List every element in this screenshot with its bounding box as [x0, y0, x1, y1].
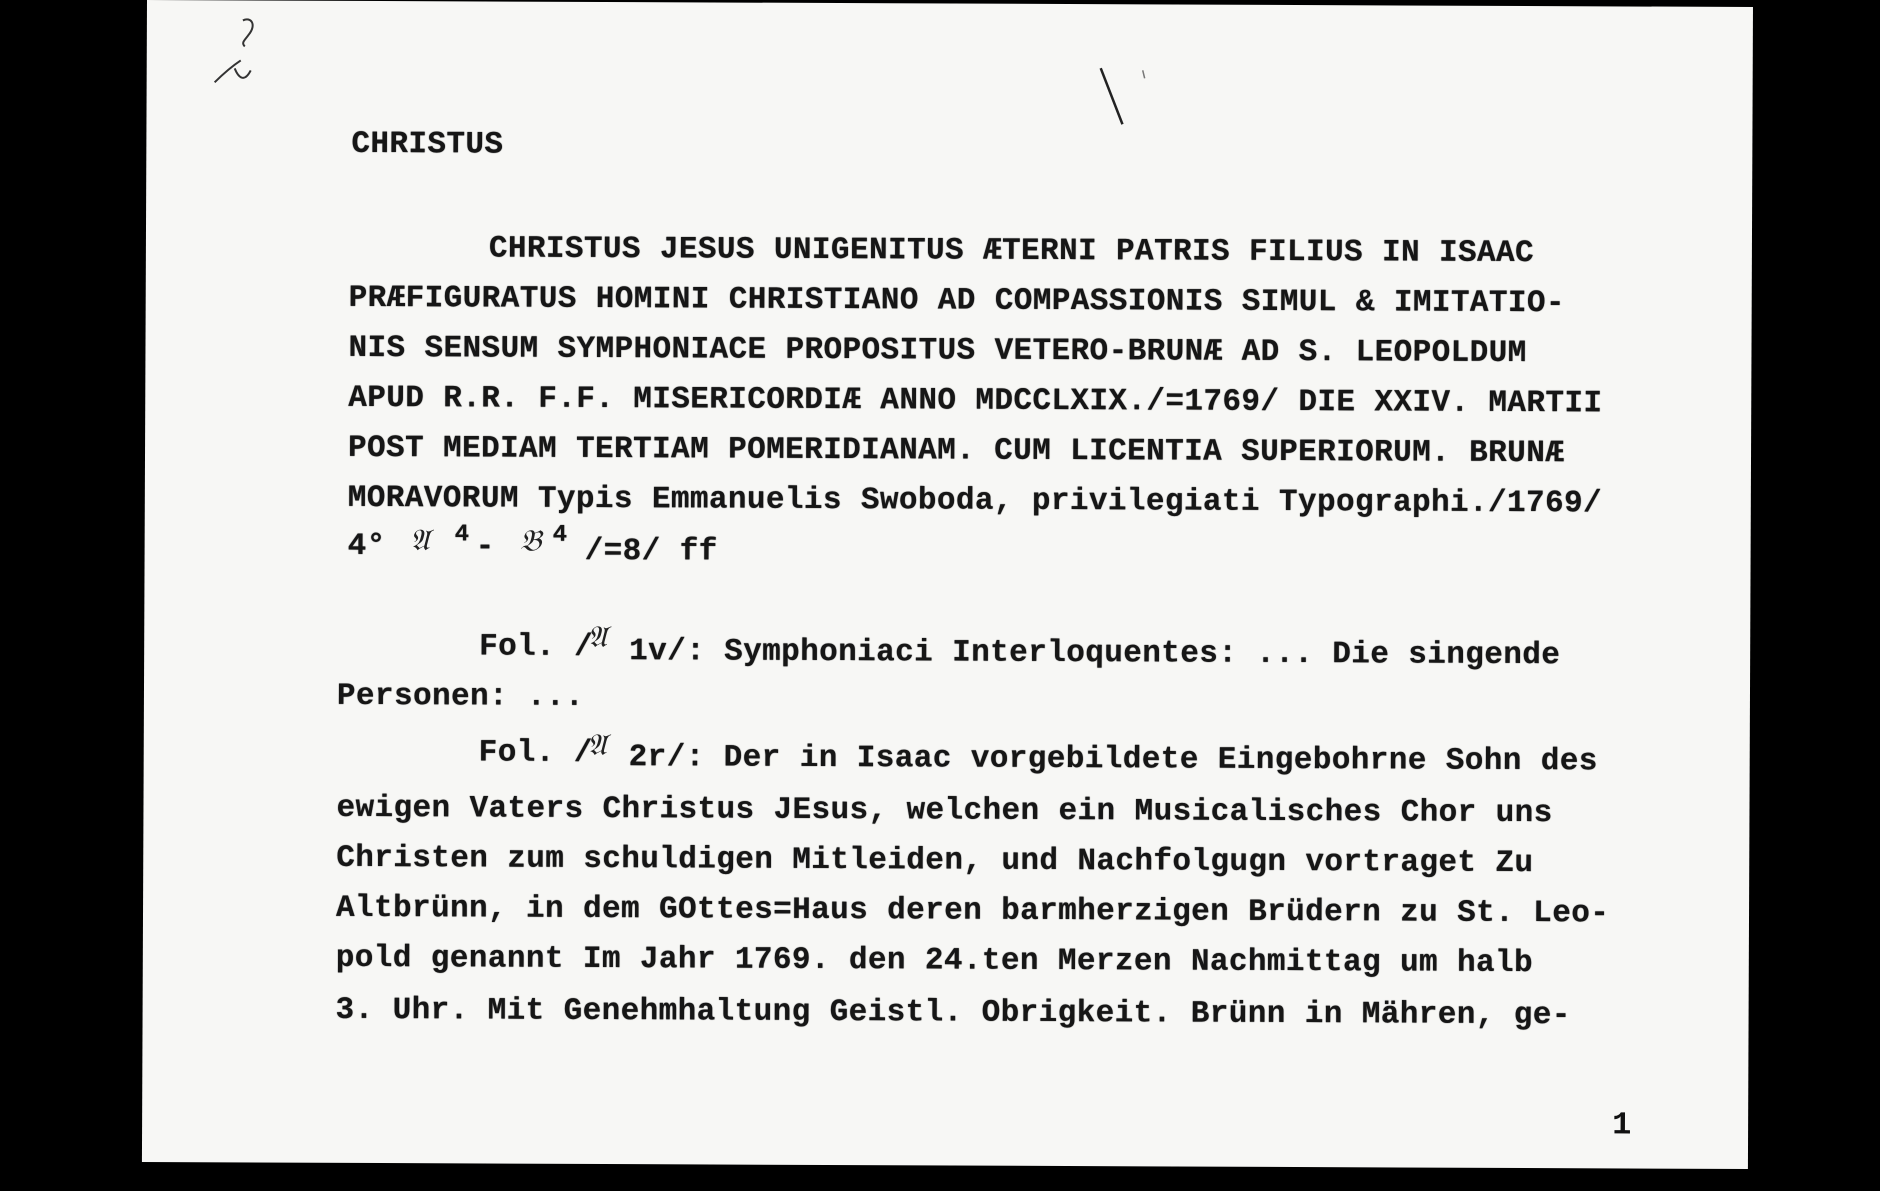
title-line-2: PRÆFIGURATUS HOMINI CHRISTIANO AD COMPASSIONIS SIMUL & IMITATIO- [348, 280, 1565, 322]
title-line-6: MORAVORUM Typis Emmanuelis Swoboda, privilegiati Typographi./1769/ [347, 480, 1603, 522]
folio-1-text: 1v/: Symphoniaci Interloquentes: ... Die singende [629, 634, 1561, 674]
signature-b-superscript: 4 [552, 521, 568, 549]
leaf-count: /=8/ ff [584, 533, 718, 570]
signature-a-superscript: 4 [454, 521, 470, 549]
title-line-1: CHRISTUS JESUS UNIGENITUS ÆTERNI PATRIS FILIUS IN ISAAC [488, 231, 1535, 272]
title-line-4: APUD R.R. F.F. MISERICORDIÆ ANNO MDCCLXIX./=1769/ DIE XXIV. MARTII [348, 380, 1603, 422]
folio-1-label: Fol. / [479, 629, 594, 665]
folio-2-label: Fol. / [478, 735, 593, 771]
format-dash: - [475, 529, 495, 565]
folio-1-signature-mark: 𝔄 [587, 619, 608, 656]
folio-2-line-4: Altbrünn, in dem GOttes=Haus deren barmherzigen Brüdern zu St. Leo- [335, 890, 1610, 932]
folio-2-line-2: ewigen Vaters Christus JEsus, welchen ein Musicalisches Chor uns [336, 790, 1553, 832]
signature-b-handwritten: 𝔅 [519, 523, 542, 559]
pencil-annotation [205, 12, 265, 92]
folio-2-signature-mark: 𝔄 [586, 727, 607, 764]
signature-a-handwritten: 𝔄 [409, 523, 430, 559]
pencil-stroke-mark [1096, 64, 1156, 144]
card-heading: CHRISTUS [351, 126, 504, 163]
catalog-card [142, 0, 1753, 1169]
folio-2-text: 2r/: Der in Isaac vorgebildete Eingebohrne Sohn des [628, 740, 1598, 780]
folio-1-line-2: Personen: ... [336, 678, 585, 715]
folio-2-line-3: Christen zum schuldigen Mitleiden, und Nachfolgugn vortraget Zu [336, 840, 1534, 882]
title-line-3: NIS SENSUM SYMPHONIACE PROPOSITUS VETERO-BRUNÆ AD S. LEOPOLDUM [348, 330, 1527, 372]
folio-2-line-5: pold genannt Im Jahr 1769. den 24.ten Merzen Nachmittag um halb [335, 940, 1534, 982]
format-prefix: 4° [347, 528, 386, 565]
page-number: 1 [1612, 1106, 1632, 1144]
title-line-5: POST MEDIAM TERTIAM POMERIDIANAM. CUM LICENTIA SUPERIORUM. BRUNÆ [347, 430, 1565, 472]
folio-2-line-6: 3. Uhr. Mit Genehmhaltung Geistl. Obrigkeit. Brünn in Mähren, ge- [335, 992, 1571, 1034]
